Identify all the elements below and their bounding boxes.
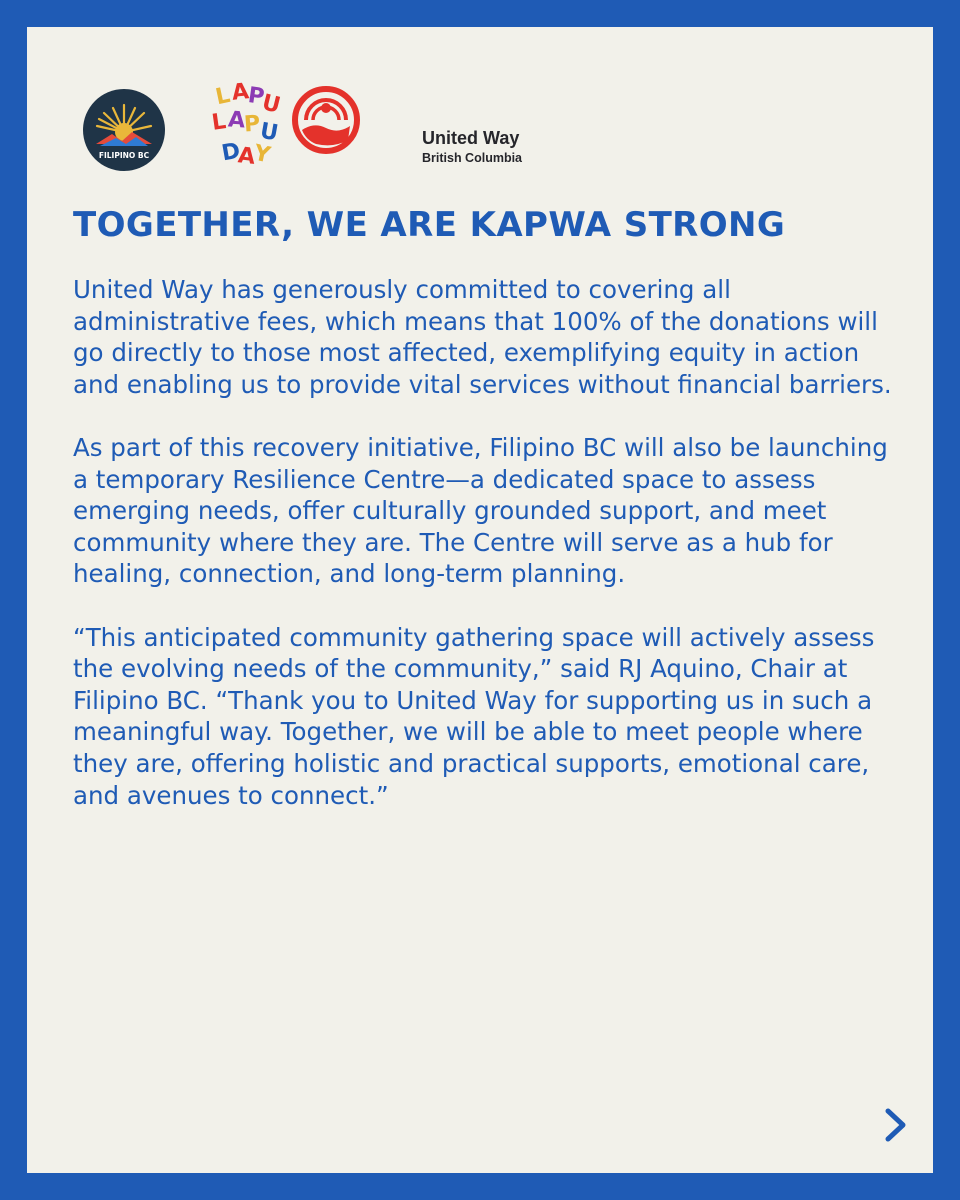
headline: TOGETHER, WE ARE KAPWA STRONG [73,205,786,245]
united-way-wordmark: United Way [422,128,520,148]
post-card [27,27,933,1173]
united-way-icon [292,86,360,154]
paragraph-quote: “This anticipated community gathering space will actively assess the evolving needs of the community,” said RJ Aquino, Chair at Filipino BC. “Thank you to United Way for supporting us in such a meaningful way. Together, we will be able to meet people where they are, offering holistic and practical supports, emotional care, and avenues to connect.” [73,622,875,810]
body-text [73,274,903,843]
filipino-bc-logo-text: FILIPINO BC [98,151,150,160]
chevron-right-icon[interactable] [875,1105,915,1145]
paragraph-funding: United Way has generously committed to covering all administrative fees, which means that 100% of the donations will go directly to those most affected, exemplifying equity in action and enabling us to provide vital services without financial barriers. [73,275,892,399]
paragraph-resilience-centre: As part of this recovery initiative, Filipino BC will also be launching a temporary Resilience Centre—a dedicated space to assess emerging needs, offer culturally grounded support, and meet community where they are. The Centre will serve as a hub for healing, connection, and long-term planning. [73,432,888,589]
united-way-region: British Columbia [422,151,523,165]
lapu-lapu-day-logo: L A P U L A P U D A Y [210,79,283,170]
partner-logos [82,79,582,182]
filipino-bc-logo [82,88,166,172]
